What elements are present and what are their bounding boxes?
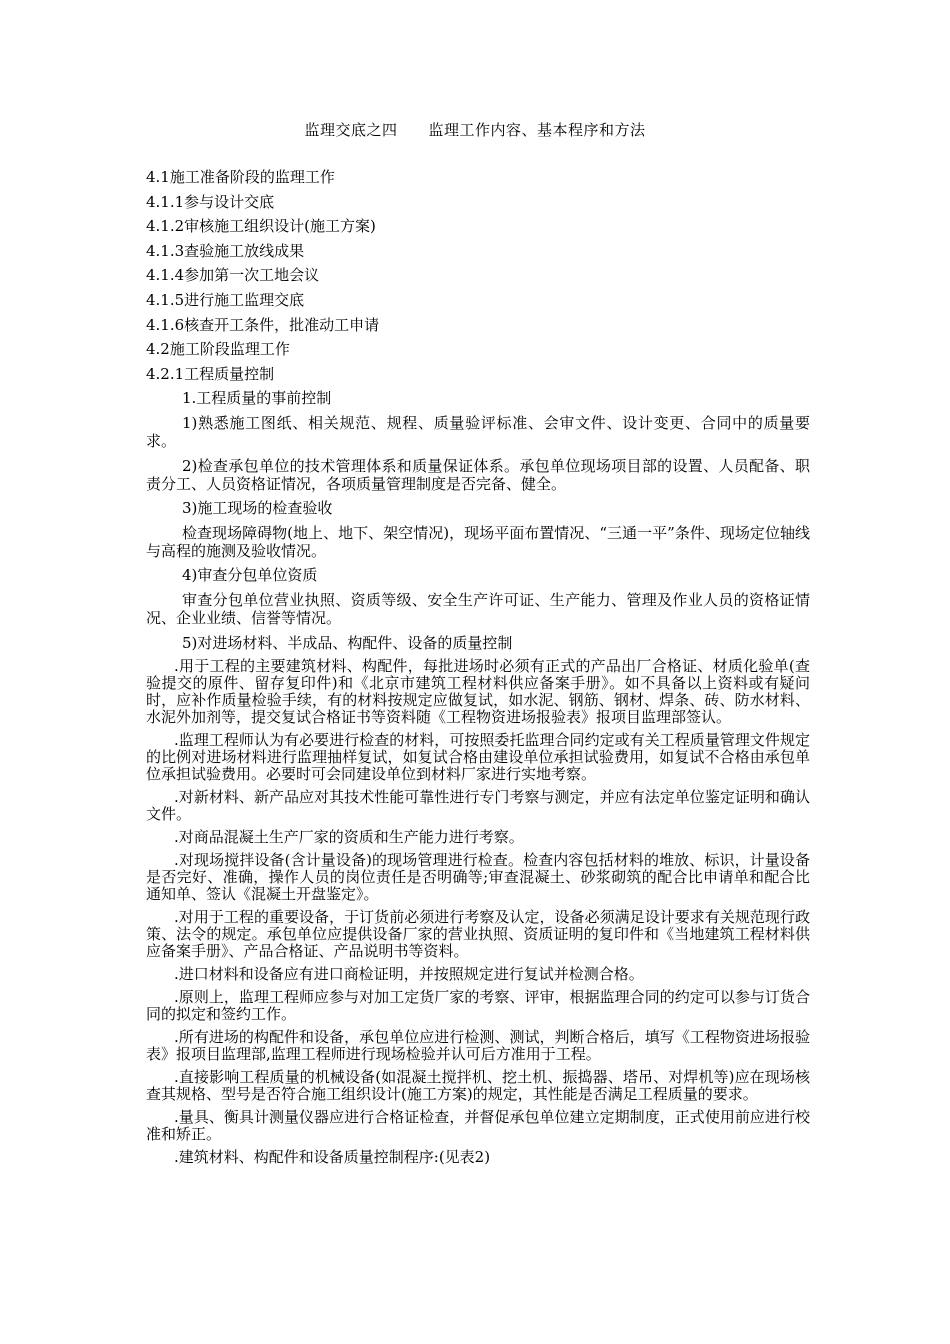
- section-heading: 4.1.3查验施工放线成果: [146, 241, 305, 260]
- section-heading: 4.1.1参与设计交底: [146, 192, 275, 211]
- paragraph-title: 5)对进场材料、半成品、构配件、设备的质量控制: [182, 633, 513, 652]
- section-heading: 4.1.4参加第一次工地会议: [146, 266, 320, 285]
- paragraph: 检查现场障碍物(地上、地下、架空情况)，现场平面布置情况、“三通一平”条件、现场定位轴线与高程的施测及验收情况。: [146, 523, 810, 560]
- bullet-item: .对用于工程的重要设备，于订货前必须进行考察及认定，设备必须满足设计要求有关规范现行政策、法令的规定。承包单位应提供设备厂家的营业执照、资质证明的复印件和《当地建筑工程材料供应备案手册》、产品合格证、产品说明书等资料。: [146, 908, 810, 961]
- section-heading: 4.1.5进行施工监理交底: [146, 290, 305, 309]
- document-title: 监理交底之四 监理工作内容、基本程序和方法: [304, 121, 646, 139]
- section-heading: 4.1.6核查开工条件，批准动工申请: [146, 315, 380, 334]
- document-body: [146, 168, 810, 1172]
- bullet-item: .直接影响工程质量的机械设备(如混凝土搅拌机、挖土机、振捣器、塔吊、对焊机等)应在现场核查其规格、型号是否符合施工组织设计(施工方案)的规定，其性能是否满足工程质量的要求。: [146, 1068, 810, 1104]
- subsection-heading: 1.工程质量的事前控制: [182, 389, 332, 408]
- paragraph-title: 4)审查分包单位资质: [182, 566, 318, 585]
- bullet-item: .对现场搅拌设备(含计量设备)的现场管理进行检查。检查内容包括材料的堆放、标识，计量设备是否完好、准确，操作人员的岗位责任是否明确等;审查混凝土、砂浆砌筑的配合比申请单和配合比通知单、签认《混凝土开盘鉴定》。: [146, 851, 810, 904]
- paragraph-title: 3)施工现场的检查验收: [182, 499, 333, 518]
- bullet-item: .对新材料、新产品应对其技术性能可靠性进行专门考察与测定，并应有法定单位鉴定证明和确认文件。: [146, 788, 810, 824]
- section-heading: 4.2施工阶段监理工作: [146, 340, 290, 359]
- bullet-item: .对商品混凝土生产厂家的资质和生产能力进行考察。: [174, 828, 524, 847]
- bullet-item: .用于工程的主要建筑材料、构配件，每批进场时必须有正式的产品出厂合格证、材质化验单(查验提交的原件、留存复印件)和《北京市建筑工程材料供应备案手册》。如不具备以上资料或有疑问时，应补作质量检验手续，有的材料按规定应做复试，如水泥、钢筋、钢材、焊条、砖、防水材料、水泥外加剂等，提交复试合格证书等资料随《工程物资进场报验表》报项目监理部签认。: [146, 657, 810, 727]
- paragraph: 2)检查承包单位的技术管理体系和质量保证体系。承包单位现场项目部的设置、人员配备、职责分工、人员资格证情况，各项质量管理制度是否完备、健全。: [146, 456, 810, 493]
- bullet-item: .监理工程师认为有必要进行检查的材料，可按照委托监理合同约定或有关工程质量管理文件规定的比例对进场材料进行监理抽样复试，如复试合格由建设单位承担试验费用，如复试不合格由承包单位承担试验费用。必要时可会同建设单位到材料厂家进行实地考察。: [146, 731, 810, 784]
- section-heading: 4.1施工准备阶段的监理工作: [146, 168, 335, 186]
- section-heading: 4.1.2审核施工组织设计(施工方案): [146, 217, 376, 236]
- paragraph: 审查分包单位营业执照、资质等级、安全生产许可证、生产能力、管理及作业人员的资格证情况、企业业绩、信誉等情况。: [146, 590, 810, 627]
- bullet-item: .进口材料和设备应有进口商检证明，并按照规定进行复试并检测合格。: [174, 965, 644, 984]
- paragraph: 1)熟悉施工图纸、相关规范、规程、质量验评标准、会审文件、设计变更、合同中的质量要求。: [146, 413, 810, 450]
- bullet-item: .所有进场的构配件和设备，承包单位应进行检测、测试，判断合格后，填写《工程物资进场报验表》报项目监理部,监理工程师进行现场检验并认可后方准用于工程。: [146, 1028, 810, 1064]
- bullet-item: .原则上，监理工程师应参与对加工定货厂家的考察、评审，根据监理合同的约定可以参与订货合同的拟定和签约工作。: [146, 988, 810, 1024]
- section-heading: 4.2.1工程质量控制: [146, 364, 275, 383]
- bullet-item: .量具、衡具计测量仪器应进行合格证检查，并督促承包单位建立定期制度，正式使用前应进行校准和矫正。: [146, 1108, 810, 1144]
- bullet-item: .建筑材料、构配件和设备质量控制程序:(见表2): [174, 1148, 491, 1167]
